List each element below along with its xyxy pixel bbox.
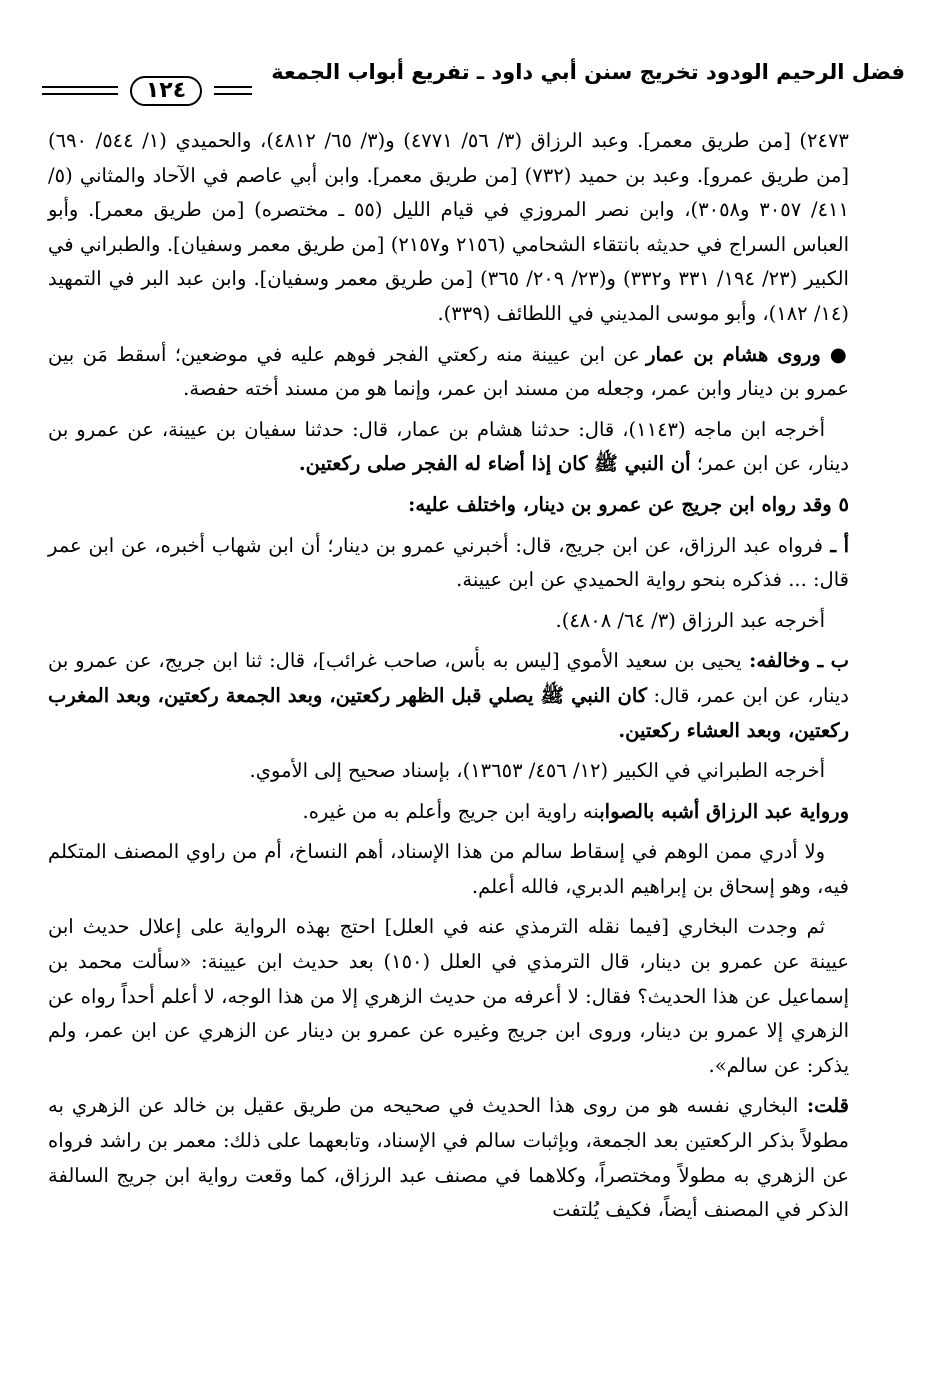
paragraph [48, 1089, 849, 1227]
header-rule-left [42, 86, 118, 95]
paragraph [48, 835, 849, 904]
header-title: فضل الرحيم الودود تخريج سنن أبي داود ـ تفريع أبواب الجمعة [271, 60, 905, 84]
paragraph [48, 413, 849, 482]
bold-text: قلت: [798, 1094, 849, 1118]
paragraph [48, 644, 849, 748]
paragraph [48, 604, 849, 639]
paragraph [48, 754, 849, 789]
paragraph [48, 124, 849, 332]
page-number: ١٢٤ [130, 76, 202, 106]
text-run: البخاري نفسه هو من روى هذا الحديث في صحيحه من طريق عقيل بن خالد عن الزهري به مطولاً بذكر الركعتين بعد الجمعة، وبإثبات سالم في الإسناد، وتابعهما على ذلك: معمر بن راشد فرواه عن الزهري به مطولاً ومختصراً، وكلاهما في مصنف عبد الرزاق، كما وقعت رواية ابن جريج السالفة الذكر في المصنف أيضاً، فكيف يُلتفت [48, 1094, 849, 1222]
text-run: ولا أدري ممن الوهم في إسقاط سالم من هذا الإسناد، أهم النساخ، أم من راوي المصنف المتكلم فيه، وهو إسحاق بن إبراهيم الدبري، فالله أعلم. [48, 840, 849, 898]
text-run: أخرجه ابن ماجه (١١٤٣)، قال: حدثنا هشام بن عمار، قال: حدثنا سفيان بن عيينة، عن عمرو بن دينار، عن ابن عمر؛ [48, 417, 849, 476]
text-run: عن ابن عيينة منه ركعتي الفجر فوهم عليه في موضعين؛ أسقط مَن بين عمرو بن دينار وابن عمر، وجعله من مسند ابن عمر، وإنما هو من مسند أخته حفصة. [48, 342, 849, 401]
paragraph [48, 795, 849, 830]
bold-text: ٥ وقد رواه ابن جريج عن عمرو بن دينار، واختلف عليه: [408, 492, 849, 516]
paragraph [48, 488, 849, 523]
header-rule [214, 86, 252, 95]
text-run: فرواه عبد الرزاق، عن ابن جريج، قال: أخبرني عمرو بن دينار؛ أن ابن شهاب أخبره، عن ابن عمر قال: ... فذكره بنحو رواية الحميدي عن ابن عيينة. [48, 533, 849, 592]
bold-text: أ ـ [823, 533, 849, 557]
paragraph [48, 910, 849, 1083]
body-text [48, 124, 849, 1228]
bold-text: كان النبي ﷺ يصلي قبل الظهر ركعتين، وبعد الجمعة ركعتين، وبعد المغرب ركعتين، وبعد العشاء ركعتين. [48, 683, 849, 742]
bold-text: أن النبي ﷺ كان إذا أضاء له الفجر صلى ركعتين. [298, 452, 691, 476]
paragraph [48, 338, 849, 407]
bold-text: ورواية عبد الرزاق أشبه بالصواب [599, 799, 849, 823]
bold-text: ب ـ وخالفه: [741, 649, 849, 673]
text-run: ثم وجدت البخاري [فيما نقله الترمذي عنه في العلل] احتج بهذه الرواية على إعلال حديث ابن عيينة عن عمرو بن دينار، قال الترمذي في العلل (١٥٠) بعد حديث ابن عيينة: «سألت محمد بن إسماعيل عن هذا الحديث؟ فقال: لا أعرفه من حديث الزهري إلا من هذا الوجه، لا أعلم أحداً رواه عن الزهري إلا عمرو بن دينار، وروى ابن جريج وغيره عن عمرو بن دينار عن الزهري عن ابن عمر، ولم يذكر: عن سالم». [48, 915, 850, 1077]
page-number-ornament [118, 76, 214, 106]
paragraph [48, 529, 849, 598]
bold-text: ● وروى هشام بن عمار [646, 342, 849, 366]
text-run: أخرجه عبد الرزاق (٣/ ٦٤/ ٤٨٠٨). [555, 608, 825, 632]
text-run: نه راوية ابن جريج وأعلم به من غيره. [302, 799, 600, 823]
text-run: أخرجه الطبراني في الكبير (١٢/ ٤٥٦/ ١٣٦٥٣)، بإسناد صحيح إلى الأموي. [249, 759, 825, 783]
text-run: ٢٤٧٣) [من طريق معمر]. وعبد الرزاق (٣/ ٥٦/ ٤٧٧١) و(٣/ ٦٥/ ٤٨١٢)، والحميدي (١/ ٥٤٤/ ٦٩٠) [من طريق عمرو]. وعبد بن حميد (٧٣٢) [من طريق معمر]. وابن أبي عاصم في الآحاد والمثاني (٥/ ٤١١/ ٣٠٥٧ و٣٠٥٨)، وابن نصر المروزي في قيام الليل (٥٥ ـ مختصره) [من طريق معمر]. وأبو العباس السراج في حديثه بانتقاء الشحامي (٢١٥٦ و٢١٥٧) [من طريق معمر وسفيان]. والطبراني في الكبير (٢٣/ ١٩٤/ ٣٣١ و٣٣٢) و(٢٣/ ٢٠٩/ ٣٦٥) [من طريق معمر وسفيان]. وابن عبد البر في التمهيد (١٤/ ١٨٢)، وأبو موسى المديني في اللطائف (٣٣٩). [48, 129, 849, 325]
text-run: يحيى بن سعيد الأموي [ليس به بأس، صاحب غرائب]، قال: ثنا ابن جريج، عن عمرو بن دينار، عن ابن عمر، قال: [48, 649, 849, 707]
